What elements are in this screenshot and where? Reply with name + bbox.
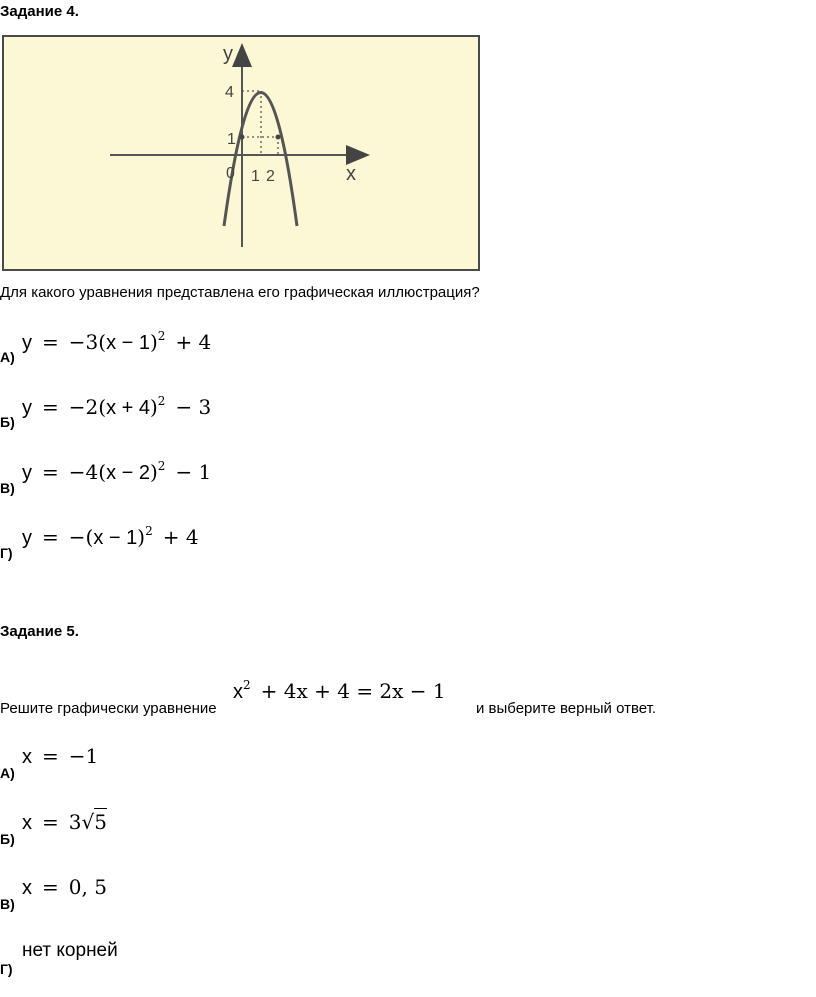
tick-x1: 1 bbox=[251, 168, 260, 185]
task4-option-d-label: Г) bbox=[0, 545, 13, 561]
graph-figure bbox=[2, 35, 480, 271]
task4-option-a-label: А) bbox=[0, 349, 15, 365]
task5-option-a-formula: x = −1 bbox=[22, 744, 99, 768]
task4-question: Для какого уравнения представлена его графическая иллюстрация? bbox=[0, 284, 480, 301]
point-0-1 bbox=[240, 135, 245, 140]
x-axis-label: x bbox=[346, 163, 356, 185]
y-axis-label: y bbox=[223, 43, 233, 65]
tick-y1: 1 bbox=[227, 131, 236, 148]
task5-option-a-label: А) bbox=[0, 765, 15, 781]
task4-title: Задание 4. bbox=[0, 3, 79, 20]
task5-option-b-label: Б) bbox=[0, 831, 15, 847]
task5-option-c-label: В) bbox=[0, 896, 15, 912]
task4-option-b-label: Б) bbox=[0, 414, 15, 430]
point-2-1 bbox=[276, 135, 281, 140]
task4-option-d-formula: $y = -(x - 1)^2 + 4$ bbox=[22, 524, 199, 549]
task5-option-d-label: Г) bbox=[0, 961, 13, 977]
task4-option-c-formula: $y = -4(x - 2)^2 - 1$ bbox=[22, 459, 212, 484]
task5-equation: $x^2 + 4x + 4 = 2x - 1$ bbox=[233, 678, 446, 703]
tick-y4: 4 bbox=[225, 84, 234, 101]
task4-option-a-formula: $y = -3(x - 1)^2 + 4$ bbox=[22, 329, 212, 354]
task5-option-c-formula: x = 0, 5 bbox=[22, 875, 107, 899]
tick-x2: 2 bbox=[266, 168, 275, 185]
origin-label: 0 bbox=[226, 165, 235, 182]
task4-option-b-formula: $y = -2(x + 4)^2 - 3$ bbox=[22, 394, 212, 419]
task5-prompt-after: и выберите верный ответ. bbox=[476, 700, 656, 717]
task5-prompt-before: Решите графически уравнение bbox=[0, 700, 217, 717]
task5-title: Задание 5. bbox=[0, 623, 79, 640]
task5-option-b-formula: x = 3√5 bbox=[22, 810, 107, 834]
task5-option-d-text: нет корней bbox=[22, 940, 118, 961]
parabola-graph bbox=[4, 37, 478, 269]
task4-option-c-label: В) bbox=[0, 480, 15, 496]
